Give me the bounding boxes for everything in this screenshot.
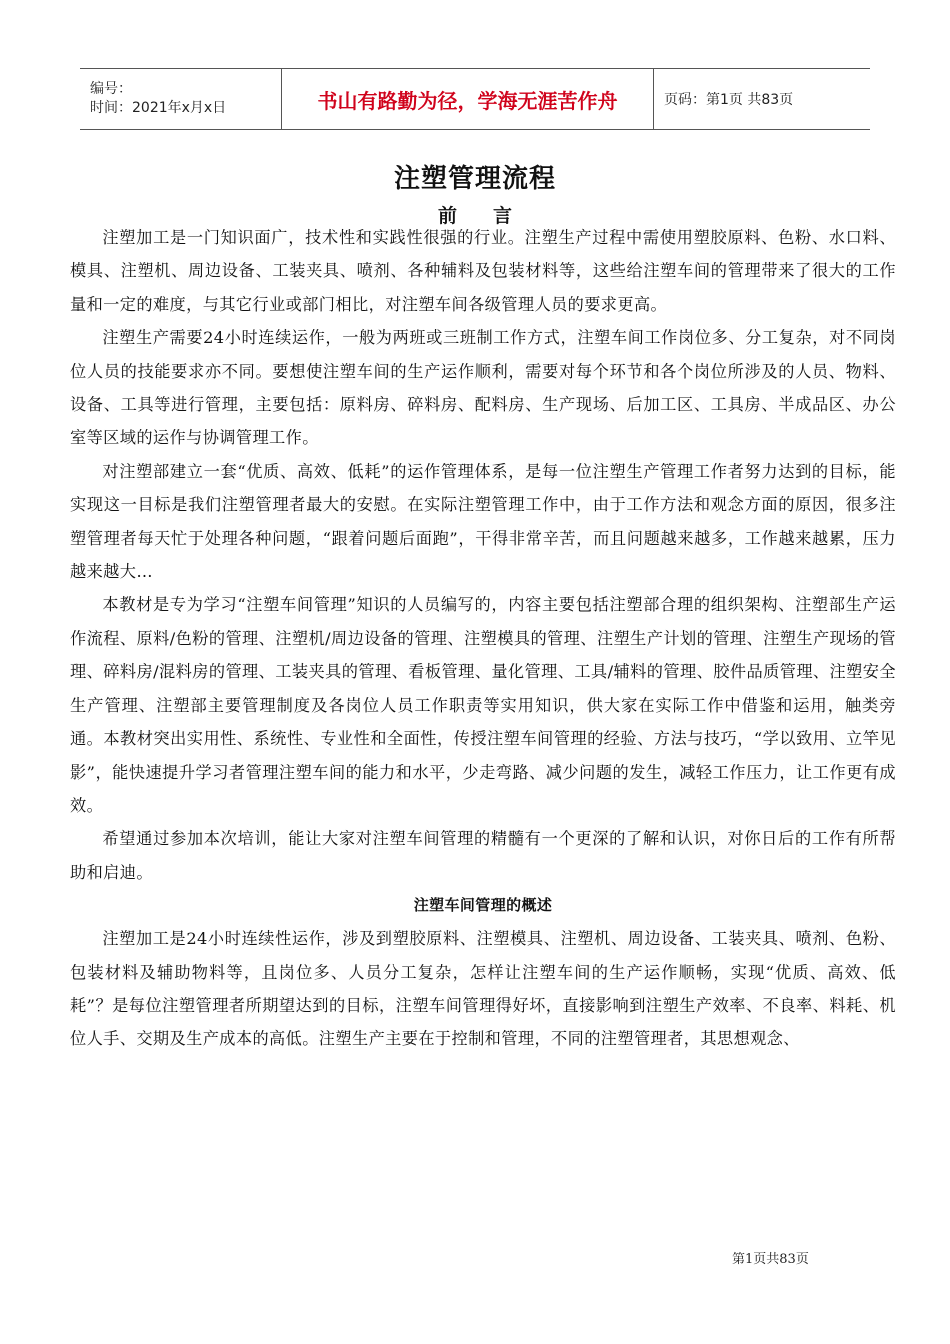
- document-body: [70, 221, 896, 1056]
- paragraph: 本教材是专为学习“注塑车间管理”知识的人员编写的，内容主要包括注塑部合理的组织架构、注塑部生产运作流程、原料/色粉的管理、注塑机/周边设备的管理、注塑模具的管理、注塑生产计划的管理、注塑生产现场的管理、碎料房/混料房的管理、工装夹具的管理、看板管理、量化管理、工具/辅料的管理、胶件品质管理、注塑安全生产管理、注塑部主要管理制度及各岗位人员工作职责等实用知识，供大家在实际工作中借鉴和运用，触类旁通。本教材突出实用性、系统性、专业性和全面性，传授注塑车间管理的经验、方法与技巧，“学以致用、立竿见影”，能快速提升学习者管理注塑车间的能力和水平，少走弯路、减少问题的发生，减轻工作压力，让工作更有成效。: [70, 595, 896, 815]
- document-title: 注塑管理流程: [393, 164, 556, 194]
- page-label: 页码：第1页 共83页: [664, 92, 794, 108]
- header-page-cell: [654, 69, 870, 129]
- paragraph: 注塑加工是24小时连续性运作，涉及到塑胶原料、注塑模具、注塑机、周边设备、工装夹具、喷剂、色粉、包装材料及辅助物料等，且岗位多、人员分工复杂，怎样让注塑车间的生产运作顺畅，实现“优质、高效、低耗”？是每位注塑管理者所期望达到的目标，注塑车间管理得好坏，直接影响到注塑生产效率、不良率、料耗、机位人手、交期及生产成本的高低。注塑生产主要在于控制和管理，不同的注塑管理者，其思想观念、: [70, 929, 896, 1049]
- paragraph: 对注塑部建立一套“优质、高效、低耗”的运作管理体系，是每一位注塑生产管理工作者努力达到的目标，能实现这一目标是我们注塑管理者最大的安慰。在实际注塑管理工作中，由于工作方法和观念方面的原因，很多注塑管理者每天忙于处理各种问题，“跟着问题后面跑”，干得非常辛苦，而且问题越来越多，工作越来越累，压力越来越大…: [70, 461, 896, 582]
- preface-heading: 前言: [437, 205, 548, 227]
- motto-text: 书山有路勤为径，学海无涯苦作舟: [317, 88, 618, 113]
- header-motto-cell: [282, 69, 654, 129]
- date-label: 时间：2021年x月x日: [90, 100, 227, 116]
- paragraph: 希望通过参加本次培训，能让大家对注塑车间管理的精髓有一个更深的了解和认识，对你日后的工作有所帮助和启迪。: [70, 829, 896, 882]
- paragraph: 注塑生产需要24小时连续运作，一般为两班或三班制工作方式，注塑车间工作岗位多、分工复杂，对不同岗位人员的技能要求亦不同。要想使注塑车间的生产运作顺利，需要对每个环节和各个岗位所涉及的人员、物料、设备、工具等进行管理，主要包括：原料房、碎料房、配料房、生产现场、后加工区、工具房、半成品区、办公室等区域的运作与协调管理工作。: [70, 328, 896, 448]
- paragraph: 注塑加工是一门知识面广，技术性和实践性很强的行业。注塑生产过程中需使用塑胶原料、色粉、水口料、模具、注塑机、周边设备、工装夹具、喷剂、各种辅料及包装材料等，这些给注塑车间的管理带来了很大的工作量和一定的难度，与其它行业或部门相比，对注塑车间各级管理人员的要求更高。: [70, 228, 896, 314]
- number-label: 编号：: [90, 81, 132, 97]
- document-header: [80, 68, 870, 130]
- section-heading: 注塑车间管理的概述: [413, 896, 553, 915]
- header-info-cell: [80, 69, 282, 129]
- footer-page-number: 第1页共83页: [732, 1252, 809, 1267]
